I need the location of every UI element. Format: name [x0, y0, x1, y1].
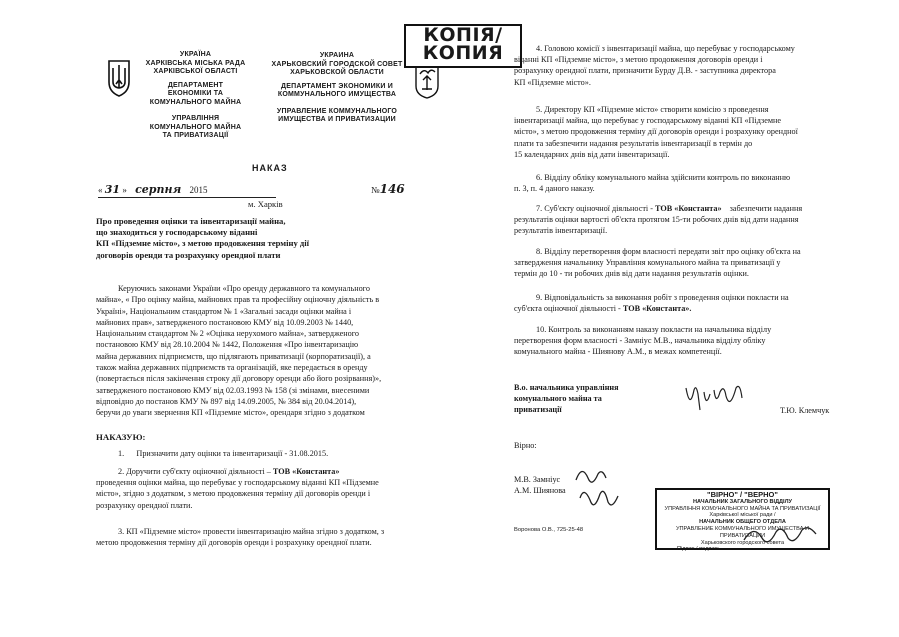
- trident-emblem-icon: [106, 58, 132, 98]
- director-signature: [680, 380, 750, 416]
- signatory-line: приватизації: [514, 405, 562, 415]
- header-right: [262, 52, 412, 125]
- stamp-line: НАЧАЛЬНИК ЗАГАЛЬНОГО ВІДДІЛУ: [693, 498, 792, 505]
- preamble-line: (повертається після закінчення строку дії договору оренди або його розірвання)»,: [96, 374, 382, 384]
- signatory-name: Т.Ю. Клемчук: [780, 406, 830, 415]
- header-right-line: ДЕПАРТАМЕНТ ЭКОНОМИКИ И: [281, 82, 393, 90]
- stamp-line: Харьковского городского совета: [700, 539, 785, 546]
- preamble-line: постановою КМУ від 28.10.2004 № 1442, Положення «Про інвентаризацію: [96, 340, 359, 350]
- order-item-10: [514, 324, 859, 358]
- order-item-1: 1. Призначити дату оцінки та інвентаризації - 31.08.2015.: [118, 449, 329, 458]
- item-2-line: проведення оцінки майна, що перебуває у господарському віданні КП «Підземне: [96, 478, 379, 488]
- header-right-line: КОММУНАЛЬНОГО ИМУЩЕСТВА: [277, 91, 397, 98]
- stamp-line: Підпис / подпись: [677, 546, 721, 553]
- order-city: м. Харків: [248, 199, 283, 209]
- order-item-8: [514, 246, 859, 280]
- order-number-prefix: №: [371, 185, 380, 195]
- header-right-line: ИМУЩЕСТВА И ПРИВАТИЗАЦИИ: [278, 116, 396, 123]
- signatory-position: [514, 382, 674, 416]
- preamble-line: Керуючись законами України «Про оренду державного та комунального: [118, 284, 370, 293]
- stamp-signature: [740, 520, 820, 550]
- order-subject: [96, 216, 336, 261]
- verified-name: М.В. Замніус: [514, 475, 561, 484]
- stamp-line: НАЧАЛЬНИК ОБЩЕГО ОТДЕЛА: [699, 519, 786, 526]
- header-left-line: ХАРКІВСЬКОЇ ОБЛАСТІ: [153, 68, 238, 75]
- item-4-line: віданні КП «Підземне місто», з метою продовження договорів оренди і: [514, 55, 763, 65]
- date-quote-open: «: [98, 185, 103, 195]
- stamp-line: УПРАВЛЕНИЕ КОММУНАЛЬНОГО ИМУЩЕСТВА И ПРИВАТИЗАЦИИ: [675, 525, 810, 539]
- header-left: [138, 51, 253, 141]
- preamble-line: затвердженого постановою КМУ від 02.03.1993 № 158 (зі змінами, внесеними: [96, 385, 370, 395]
- item-6-line: 6. Відділу обліку комунального майна здійснити контроль по виконанню: [536, 173, 791, 182]
- item-3-line: 3. КП «Підземне місто» провести інвентаризацію майна згідно з додатком, з: [118, 527, 385, 536]
- item-2-text: 2. Доручити суб'єкту оціночної діяльності –: [118, 467, 271, 476]
- header-left-line: КОМУНАЛЬНОГО МАЙНА: [149, 123, 242, 131]
- item-7-text: 7. Суб'єкту оціночної діяльності -: [536, 204, 653, 213]
- header-left-line: УКРАЇНА: [179, 51, 212, 58]
- item-10-line: перетворення форм власності - Замніус М.В., начальника відділу обліку: [514, 336, 766, 346]
- order-date: [98, 183, 207, 196]
- subject-line: що знаходиться у господарському віданні: [96, 227, 258, 238]
- header-left-line: ХАРКІВСЬКА МІСЬКА РАДА: [145, 59, 246, 67]
- order-item-5: [514, 104, 859, 160]
- date-day: 31: [104, 183, 121, 196]
- order-title: НАКАЗ: [252, 163, 288, 173]
- subject-line: КП «Підземне місто», з метою продовження терміну дії: [96, 238, 310, 249]
- copy-stamp: [404, 24, 522, 68]
- item-2-line: місто», згідно з додатком, з метою продовження терміну дії договорів оренди і: [96, 489, 371, 499]
- preamble: [96, 283, 438, 419]
- order-number-value: 146: [379, 182, 405, 196]
- header-left-line: ТА ПРИВАТИЗАЦІЇ: [162, 132, 229, 139]
- stamp-line: УПРАВЛІННЯ КОМУНАЛЬНОГО МАЙНА ТА ПРИВАТИЗАЦІЇ: [664, 505, 821, 512]
- item-8-line: затвердження начальнику Управління комунального майна та приватизації у: [514, 258, 781, 268]
- preamble-line: майнових прав», затвердженого постановою КМУ від 10.09.2003 № 1440,: [96, 317, 354, 327]
- item-5-line: інвентаризації майна, що перебуває у господарському віданні КП «Підземне: [514, 116, 782, 126]
- signatory-line: комунального майна та: [514, 394, 602, 404]
- subject-line: договорів оренди та розрахунку орендної плати: [96, 249, 281, 260]
- executor-note: Воронова О.В., 725-25-48: [514, 527, 584, 533]
- preamble-line: майна», « Про оцінку майна, майнових прав та професійну оціночну діяльність в: [96, 295, 380, 305]
- header-left-line: КОМУНАЛЬНОГО МАЙНА: [149, 98, 242, 106]
- verified-names: [514, 474, 566, 496]
- preamble-line: беручи до уваги звернення КП «Підземне місто», орендаря згідно з додатком: [96, 408, 365, 418]
- item-4-line: КП «Підземне місто».: [514, 77, 591, 87]
- date-year: 2015: [189, 185, 208, 195]
- signatory-line: В.о. начальника управління: [514, 383, 619, 392]
- item-9-text: суб'єкта оціночної діяльності -: [514, 304, 621, 314]
- item-5-line: місто», з метою продовження терміну дії договорів оренди і розрахунку орендної: [514, 127, 798, 137]
- item-4-line: 4. Головою комісії з інвентаризації майна, що перебуває у господарському: [536, 44, 795, 53]
- item-5-line: 5. Директору КП «Підземне місто» створити комісію з проведення: [536, 105, 769, 114]
- item-3-line: метою продовження терміну дії договорів оренди і розрахунку орендної плати.: [96, 538, 372, 548]
- order-item-9: [514, 292, 859, 314]
- copy-stamp-line: КОПИЯ: [422, 42, 504, 64]
- header-right-line: ХАРЬКОВСКОЙ ОБЛАСТИ: [290, 69, 384, 76]
- item-8-line: термін до 10 - ти робочих днів від дати надання результатів оцінки.: [514, 269, 749, 279]
- preamble-line: Україні», Національним стандартом № 1 «Загальні засади оцінки майна і: [96, 306, 352, 316]
- stamp-line: Харківської міської ради /: [709, 512, 776, 519]
- order-item-3: [96, 526, 441, 548]
- preamble-line: Національним стандартом № 2 «Оцінка нерухомого майна», затвердженого: [96, 329, 359, 339]
- item-4-line: розрахунку орендної плати, призначити Бурду Д.В. - заступника директора: [514, 66, 776, 76]
- item-10-line: 10. Контроль за виконанням наказу покласти на начальника відділу: [536, 325, 772, 334]
- order-item-6: [514, 172, 859, 194]
- header-right-line: УПРАВЛЕНИЕ КОММУНАЛЬНОГО: [276, 107, 398, 115]
- item-7-text: забезпечити надання: [729, 204, 803, 213]
- order-item-2: [96, 466, 441, 511]
- verifier-signature: [566, 458, 626, 518]
- preamble-line: відповідно до постанов КМУ № 897 від 14.09.2005, № 384 від 20.04.2014),: [96, 396, 357, 406]
- header-left-line: УПРАВЛІННЯ: [171, 115, 220, 122]
- date-quote-close: »: [122, 185, 127, 195]
- item-2-company: ТОВ «Константа»: [272, 467, 340, 476]
- header-left-line: ДЕПАРТАМЕНТ: [167, 81, 224, 89]
- verified-name: А.М. Шиянова: [514, 486, 566, 495]
- subject-line: Про проведення оцінки та інвентаризації майна,: [96, 216, 286, 226]
- stamp-line: "ВІРНО" / "ВЕРНО": [707, 490, 778, 499]
- order-item-7: [514, 203, 859, 237]
- item-5-line: плати та забезпечити надання результатів інвентаризації в термін до: [514, 138, 753, 148]
- item-6-line: п. 3, п. 4 даного наказу.: [514, 184, 595, 194]
- item-5-line: 15 календарних днів від дати інвентаризації.: [514, 149, 670, 159]
- header-right-line: ХАРЬКОВСКИЙ ГОРОДСКОЙ СОВЕТ: [271, 60, 403, 68]
- orders-label: НАКАЗУЮ:: [96, 432, 146, 442]
- date-underline: [98, 197, 276, 198]
- preamble-line: майна державних підприємств, що підлягають приватизації (корпоратизації), а: [96, 351, 371, 361]
- item-7-company: ТОВ «Константа»: [655, 204, 722, 213]
- verified-label: Вірно:: [514, 441, 537, 450]
- header-right-line: УКРАИНА: [319, 52, 355, 59]
- header-left-line: ЕКОНОМІКИ ТА: [167, 90, 224, 97]
- item-10-line: комунального майна - Шиянову А.М., в межах компетенції.: [514, 347, 722, 357]
- item-7-line: результатів інвентаризації.: [514, 226, 608, 236]
- item-8-line: 8. Відділу перетворення форм власності передати звіт про оцінку об'єкта на: [536, 247, 801, 256]
- preamble-line: також майна державних підприємств та організацій, яке передається в оренду: [96, 363, 368, 373]
- order-item-4: [514, 43, 859, 88]
- item-2-line: розрахунку орендної плати.: [96, 500, 193, 510]
- copy-stamp-line: КОПІЯ/: [423, 24, 503, 46]
- order-number: [371, 182, 405, 196]
- item-9-line: 9. Відповідальність за виконання робіт з проведення оцінки покласти на: [536, 293, 789, 302]
- date-month: серпня: [135, 183, 182, 196]
- item-7-line: результатів оцінки вартості об'єкта протягом 15-ти робочих днів від дати надання: [514, 215, 799, 225]
- item-9-company: ТОВ «Константа».: [622, 304, 692, 314]
